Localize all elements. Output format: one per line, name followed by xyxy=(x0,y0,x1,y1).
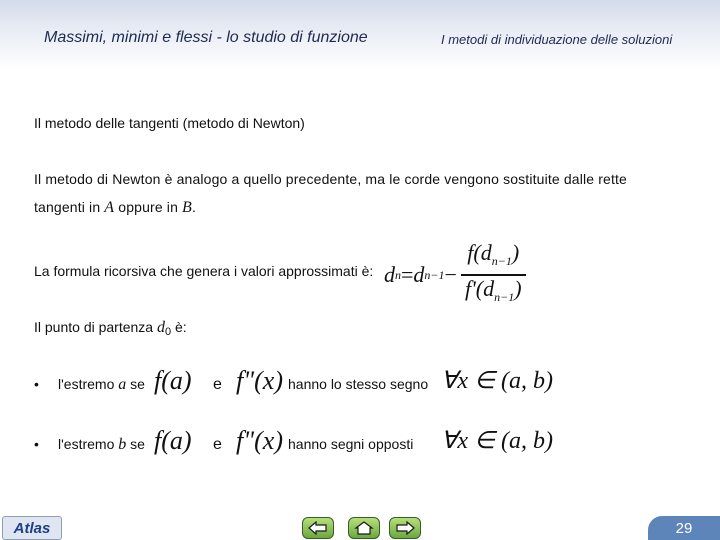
row-text-pre: l'estremo xyxy=(58,436,119,452)
condition-row-b xyxy=(0,426,720,466)
start-text: Il punto di partenza xyxy=(34,319,157,335)
bullet: • xyxy=(34,436,39,452)
row-description: hanno lo stesso segno xyxy=(288,376,429,392)
paragraph-text: oppure in xyxy=(114,199,183,215)
header-title: Massimi, minimi e flessi - lo studio di funzione xyxy=(44,29,368,46)
start-point-label xyxy=(34,319,187,338)
paragraph-text: tangenti in xyxy=(34,199,105,215)
start-var: d xyxy=(156,319,165,336)
page-number-box xyxy=(648,516,720,540)
formula-minus: − xyxy=(444,262,457,287)
f-second-of-x: f"(x) xyxy=(236,366,283,395)
row-text-pre: l'estremo xyxy=(58,376,119,392)
numerator-close: ) xyxy=(511,240,520,266)
start-text-end: è: xyxy=(171,319,187,335)
arrow-left-icon xyxy=(308,521,328,535)
numerator-text: f(d xyxy=(467,240,492,266)
f-of-a: f(a) xyxy=(154,366,192,395)
newton-formula xyxy=(384,240,526,306)
paragraph-line-2 xyxy=(34,199,196,217)
start-sub: 0 xyxy=(164,326,172,338)
denominator-close: ) xyxy=(514,275,522,301)
forward-button[interactable] xyxy=(389,517,421,539)
f-of-a: f(a) xyxy=(154,426,192,455)
formula-eq: = xyxy=(401,262,414,287)
condition-row-a xyxy=(0,366,720,406)
paragraph-line-1: Il metodo di Newton è analogo a quello precedente, ma le corde vengono sostituite dalle rette xyxy=(34,171,627,187)
atlas-logo[interactable]: Atlas xyxy=(2,516,62,540)
denominator-sub: n−1 xyxy=(494,289,515,304)
page-number: 29 xyxy=(675,519,693,537)
row-text xyxy=(58,376,145,394)
fraction-numerator xyxy=(463,240,523,274)
home-button[interactable] xyxy=(348,517,380,539)
f-second-of-x: f"(x) xyxy=(236,426,283,455)
formula-rhs-sub: n−1 xyxy=(424,267,445,282)
conjunction: e xyxy=(213,376,222,393)
forall-condition: ∀x ∈ (a, b) xyxy=(441,428,553,454)
denominator-text: f'(d xyxy=(464,275,495,301)
var-A: A xyxy=(104,199,115,216)
slide-header xyxy=(0,0,720,70)
bullet: • xyxy=(34,376,39,392)
row-text-post: se xyxy=(126,376,145,392)
paragraph-text: . xyxy=(191,199,197,215)
formula-rhs-var: d xyxy=(413,262,425,287)
fraction-denominator xyxy=(461,276,526,310)
row-text xyxy=(58,436,145,454)
formula-fraction xyxy=(461,240,526,310)
row-var: b xyxy=(118,436,127,453)
row-description: hanno segni opposti xyxy=(288,436,414,452)
home-icon xyxy=(354,521,374,535)
header-subtitle: I metodi di individuazione delle soluzioni xyxy=(441,32,673,47)
formula-lhs: d xyxy=(384,262,395,287)
back-button[interactable] xyxy=(302,517,334,539)
section-title: Il metodo delle tangenti (metodo di Newton) xyxy=(34,115,305,131)
row-var: a xyxy=(118,376,127,393)
conjunction: e xyxy=(213,436,222,453)
var-B: B xyxy=(182,199,192,216)
row-text-post: se xyxy=(126,436,145,452)
forall-condition: ∀x ∈ (a, b) xyxy=(441,368,553,394)
formula-lhs-sub: n xyxy=(395,267,401,282)
arrow-right-icon xyxy=(395,521,415,535)
formula-label: La formula ricorsiva che genera i valori approssimati è: xyxy=(34,263,374,279)
numerator-sub: n−1 xyxy=(491,254,512,269)
